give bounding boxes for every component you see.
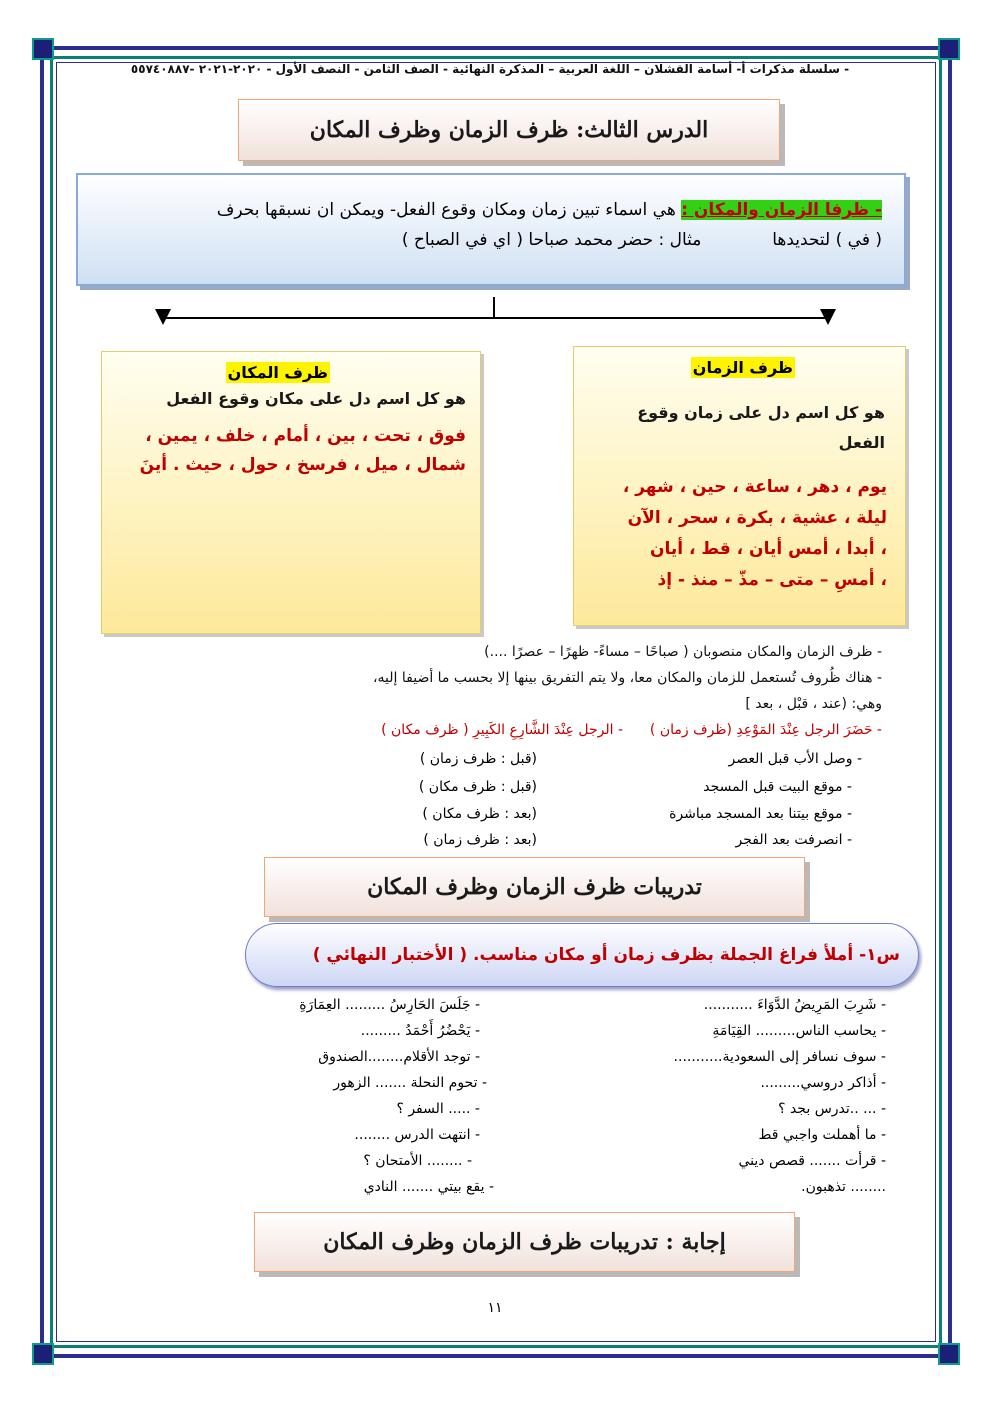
example-type: (قبل : ظرف زمان ) bbox=[419, 751, 537, 767]
exercise-item: ........ تذهبون. bbox=[801, 1179, 886, 1195]
exercise-item: - توجد الأقلام........الصندوق bbox=[318, 1049, 480, 1065]
arrow-right-icon bbox=[820, 309, 836, 327]
definition-line-1 bbox=[100, 195, 882, 225]
place-adverb-definition: هو كل اسم دل على مكان وقوع الفعل bbox=[166, 389, 466, 408]
corner-ornament-top-right bbox=[938, 38, 960, 60]
time-words-line: يوم ، دهر ، ساعة ، حين ، شهر ، bbox=[622, 477, 887, 497]
series-header: - سلسلة مذكرات أ- أسامة القشلان – اللغة العربية – المذكرة النهائية - الصف الثامن - النصف الأول - ٢٠٢٠-٢٠٢١ -٥٥٧٤٠٨٨٧ bbox=[130, 62, 850, 76]
time-words-line: ، أمسِ – متى – مذّ – منذ - إذ bbox=[657, 570, 887, 590]
corner-ornament-bottom-left bbox=[32, 1343, 54, 1365]
example-type: (قبل : ظرف مكان ) bbox=[418, 779, 537, 795]
corner-ornament-top-left bbox=[32, 38, 54, 60]
note-line: وهي: (عند ، قبْل ، بعد ] bbox=[745, 696, 882, 712]
definition-text: هي اسماء تبين زمان ومكان وقوع الفعل- ويمكن ان نسبقها بحرف bbox=[216, 200, 682, 220]
example-sentence: - انصرفت بعد الفجر bbox=[735, 832, 852, 848]
time-adverb-list bbox=[586, 472, 893, 596]
arrow-left-icon bbox=[155, 309, 171, 327]
note-line: - هناك ظُروف تُستعمل للزمان والمكان معا، ولا يتم التفريق بينها إلا بحسب ما أضيفا إليه، bbox=[373, 670, 882, 686]
answer-title-text: إجابة : تدريبات ظرف الزمان وظرف المكان bbox=[323, 1229, 726, 1255]
note-line: - ظرف الزمان والمكان منصوبان ( صباحًا – مساءً- ظهرًا – عصرًا ....) bbox=[484, 644, 882, 660]
exercise-item: - ........ الأمتحان ؟ bbox=[363, 1153, 472, 1169]
exercise-item: - ..... السفر ؟ bbox=[396, 1101, 480, 1117]
exercises-title bbox=[264, 857, 805, 917]
exercise-item: - سوف نسافر إلى السعودية........... bbox=[673, 1049, 886, 1065]
exercise-item: - يَحْضُرُ أَحْمَدُ ......... bbox=[360, 1023, 480, 1039]
example-sentence: - وصل الأب قبل العصر bbox=[728, 751, 862, 767]
place-adverb-box bbox=[101, 351, 481, 634]
definition-box bbox=[76, 173, 906, 286]
example-type: (بعد : ظرف مكان ) bbox=[422, 806, 537, 822]
time-words-line: ليلة ، عشية ، بكرة ، سحر ، الآن bbox=[627, 508, 887, 528]
definition-text-2: ( في ) لتحديدها bbox=[772, 230, 882, 250]
note-example-time: - حَضَرَ الرجل عِنْدَ المَوْعِدِ (ظرف زمان ) bbox=[649, 722, 882, 738]
exercise-item: - أذاكر دروسي......... bbox=[760, 1075, 886, 1091]
exercise-item: - ... ..تدرس بجد ؟ bbox=[778, 1101, 886, 1117]
time-adverb-definition: هو كل اسم دل على زمان وقوع الفعل bbox=[637, 403, 885, 452]
definition-line-2 bbox=[100, 225, 882, 255]
lesson-title-text: الدرس الثالث: ظرف الزمان وظرف المكان bbox=[309, 117, 709, 143]
exercise-item: - تحوم النحلة ....... الزهور bbox=[333, 1075, 487, 1091]
page-number: ١١ bbox=[487, 1300, 503, 1316]
definition-example: مثال : حضر محمد صباحا ( اي في الصباح ) bbox=[401, 230, 702, 250]
lesson-title bbox=[238, 99, 780, 161]
exercises-title-text: تدريبات ظرف الزمان وظرف المكان bbox=[367, 874, 702, 900]
answer-title bbox=[254, 1212, 795, 1272]
exercise-item: - جَلَسَ الحَارِسُ ......... العِمَارَةِ bbox=[299, 997, 480, 1013]
definition-label: - ظرفا الزمان والمكان : bbox=[681, 200, 882, 220]
example-sentence: - موقع بيتنا بعد المسجد مباشرة bbox=[669, 806, 852, 822]
exercise-item: - قرأت ....... قصص ديني bbox=[738, 1153, 886, 1169]
example-sentence: - موقع البيت قبل المسجد bbox=[703, 779, 852, 795]
note-example-line bbox=[102, 717, 882, 743]
place-adverb-title: ظرف المكان bbox=[227, 363, 328, 382]
branch-stem bbox=[493, 297, 495, 317]
corner-ornament-bottom-right bbox=[938, 1343, 960, 1365]
notes-section bbox=[102, 639, 882, 743]
place-words-line: فوق ، تحت ، بين ، أمام ، خلف ، يمين ، bbox=[145, 426, 466, 446]
exercise-item: - انتهت الدرس ........ bbox=[354, 1127, 480, 1143]
question-text: س١- أملأ فراغ الجملة بظرف زمان أو مكان مناسب. ( الأختبار النهائي ) bbox=[312, 945, 900, 965]
exercise-item: - يحاسب الناس......... القِيَامَةِ bbox=[712, 1023, 886, 1039]
note-example-place: - الرجل عِنْدَ الشَّارِعِ الكَبِيرِ ( ظرف مكان ) bbox=[381, 722, 623, 738]
exercise-item: - شَرِبَ المَرِيضُ الدَّوَاءَ ........... bbox=[703, 997, 886, 1013]
branch-line bbox=[166, 317, 826, 319]
time-adverb-box bbox=[573, 346, 906, 626]
example-type: (بعد : ظرف زمان ) bbox=[423, 832, 537, 848]
place-adverb-list bbox=[114, 422, 468, 480]
question-banner bbox=[245, 923, 919, 987]
time-adverb-title: ظرف الزمان bbox=[692, 358, 793, 377]
exercise-item: - ما أهملت واجبي قط bbox=[758, 1127, 886, 1143]
exercise-item: - يقع بيتي ....... النادي bbox=[363, 1179, 494, 1195]
place-words-line: شمال ، ميل ، فرسخ ، حول ، حيث . أينَ bbox=[139, 455, 466, 475]
time-words-line: ، أبدا ، أمس أيان ، قط ، أيان bbox=[650, 539, 887, 559]
